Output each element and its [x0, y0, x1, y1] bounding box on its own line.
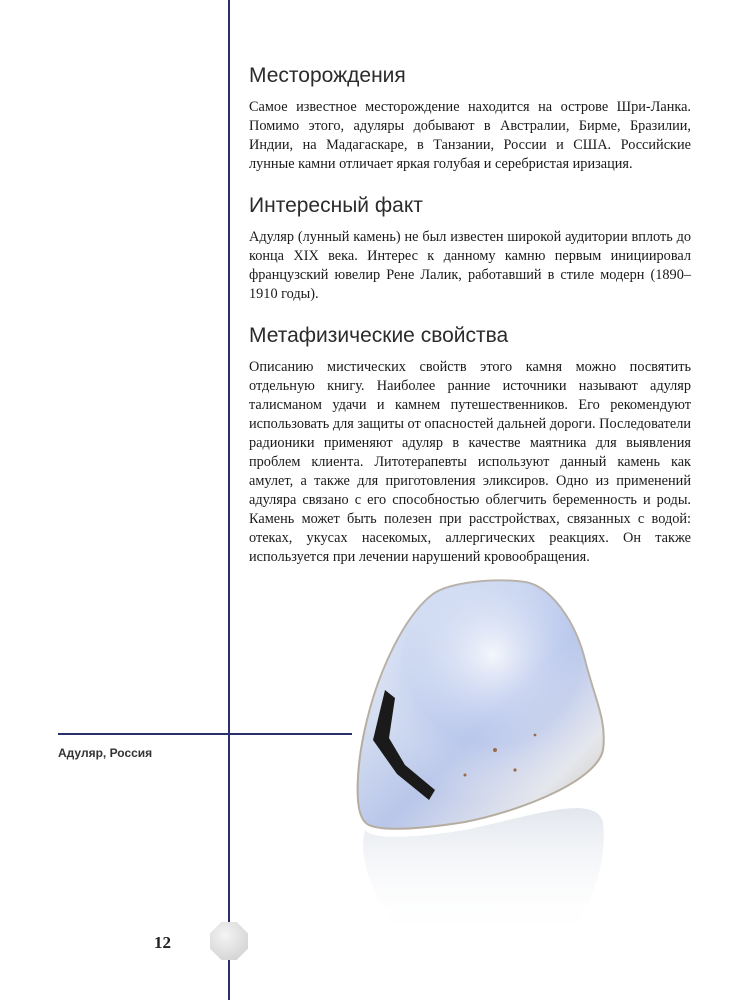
section-metaphysical: [249, 324, 691, 567]
section-fact: [249, 194, 691, 304]
main-text: [249, 64, 691, 587]
heading-deposits: Месторождения: [249, 64, 406, 87]
octagon-ornament-icon: [210, 922, 248, 960]
photo-caption: Адуляр, Россия: [58, 746, 153, 760]
paragraph-deposits: Самое известное месторождение находится на острове Шри-Ланка. Помимо этого, адуляры добывают в Австралии, Бирме, Бразилии, Индии, на Мадагаскаре, в Танзании, России и США. Российские лунные камни отличает яркая голубая и серебристая иризация.: [249, 99, 691, 172]
paragraph-fact: Адуляр (лунный камень) не был известен широкой аудитории вплоть до конца XIX века. Интерес к данному камню первым инициировал французский ювелир Рене Лалик, работавший в стиле модерн (1890–1910 годы).: [249, 229, 691, 302]
heading-metaphysical: Метафизические свойства: [249, 324, 509, 347]
section-deposits: [249, 64, 691, 174]
moonstone-photo: [345, 560, 625, 960]
caption-rule: [58, 733, 352, 735]
vertical-rule: [228, 0, 230, 1000]
paragraph-metaphysical: Описанию мистических свойств этого камня можно посвятить отдельную книгу. Наиболее ранние источники называют адуляр талисманом удачи и камнем путешественников. Его рекомендуют использовать для защиты от опасностей дальней дороги. Последователи радионики применяют адуляр в качестве маятника для выявления проблем клиента. Литотерапевты используют данный камень как амулет, а также для приготовления эликсиров. Одно из применений адуляра связано с его способностью облегчить беременность и роды. Камень может быть полезен при расстройствах, связанных с водой: отеках, укусах насекомых, аллергических реакциях. Он также используется при лечении нарушений кровообращения.: [249, 359, 691, 565]
page-number: 12: [154, 933, 171, 952]
heading-fact: Интересный факт: [249, 194, 423, 217]
